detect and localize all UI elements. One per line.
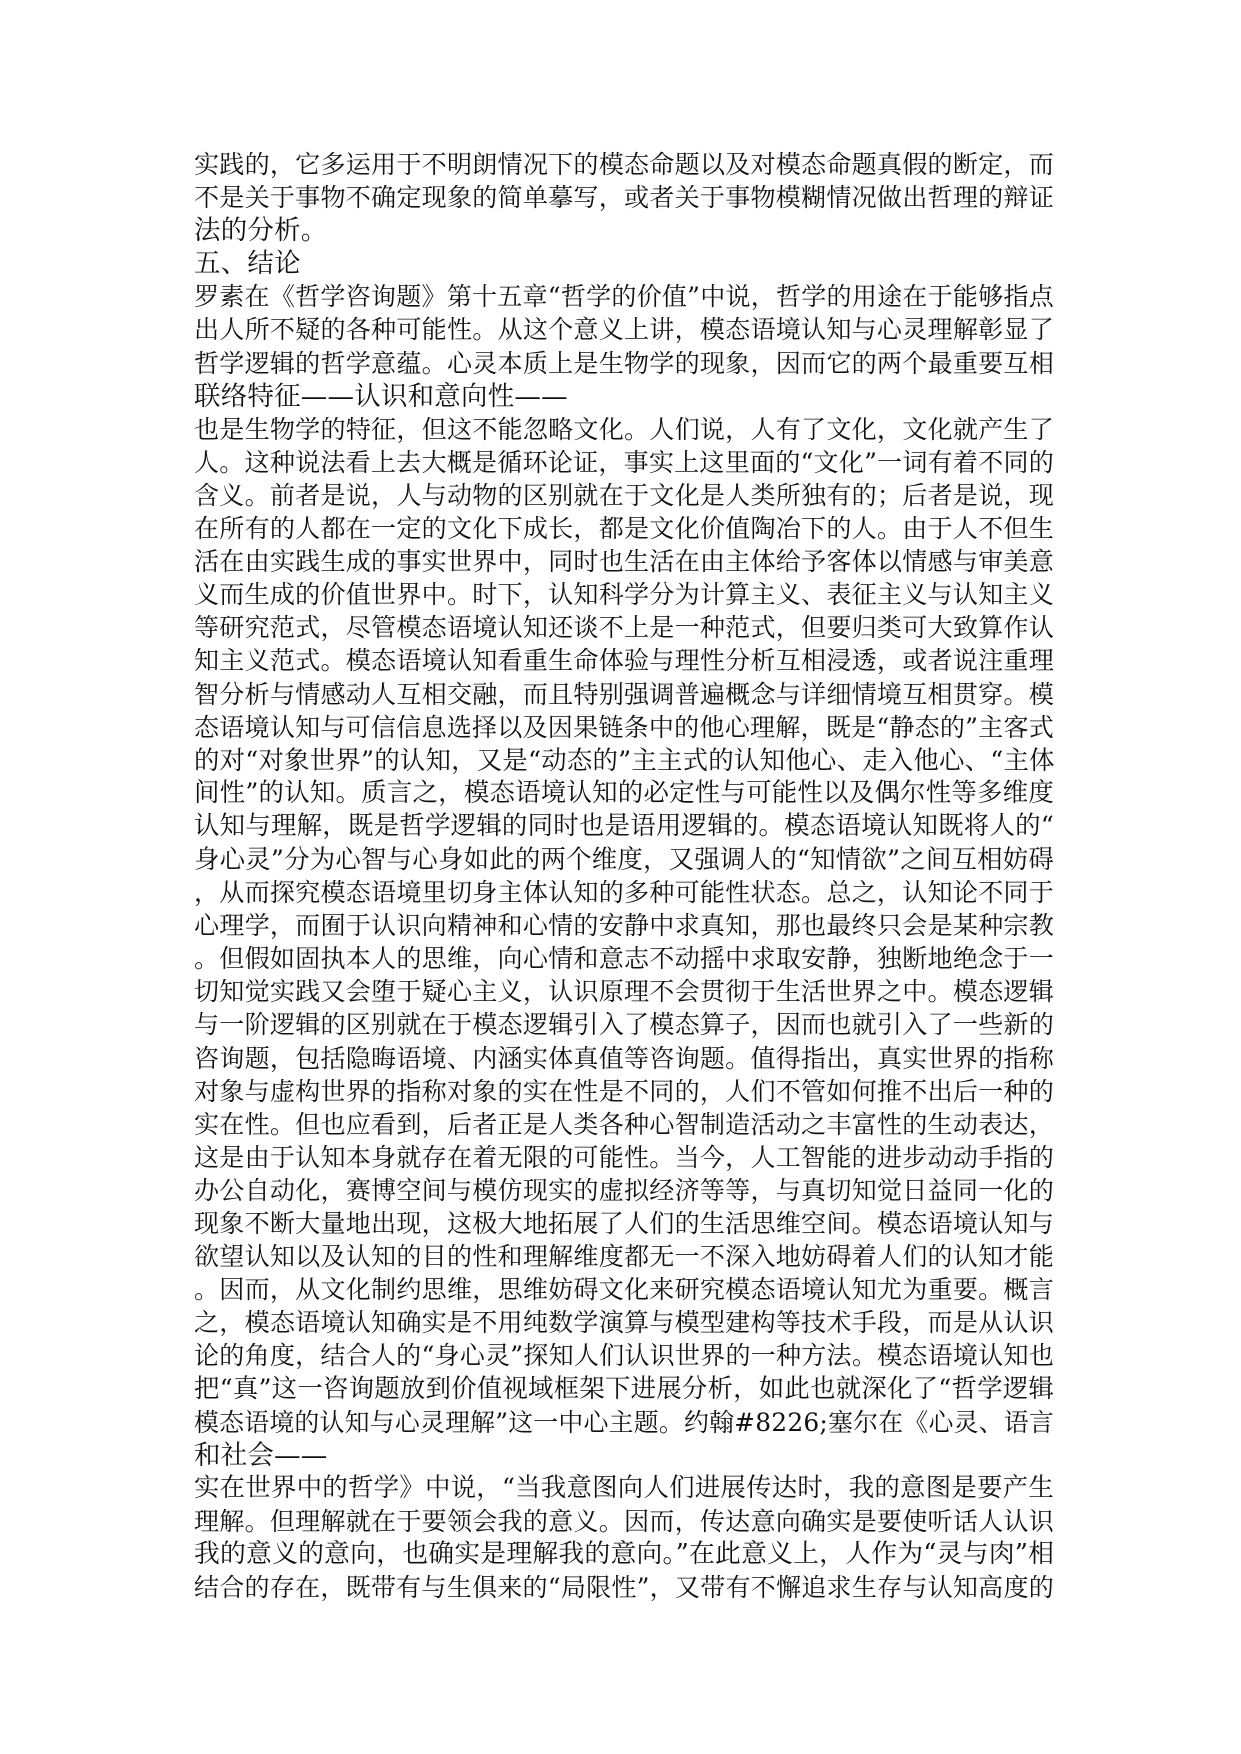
text-line: 不是关于事物不确定现象的简单摹写，或者关于事物模糊情况做出哲理的辩证 — [194, 183, 1054, 213]
text-line: 出人所不疑的各种可能性。从这个意义上讲，模态语境认知与心灵理解彰显了 — [194, 315, 1054, 345]
text-line: 与一阶逻辑的区别就在于模态逻辑引入了模态算子，因而也就引入了一些新的 — [194, 1010, 1054, 1040]
text-line: 咨询题，包括隐晦语境、内涵实体真值等咨询题。值得指出，真实世界的指称 — [194, 1043, 1054, 1073]
text-line: 等研究范式，尽管模态语境认知还谈不上是一种范式，但要归类可大致算作认 — [194, 613, 1054, 643]
text-line: 现象不断大量地出现，这极大地拓展了人们的生活思维空间。模态语境认知与 — [194, 1209, 1054, 1238]
text-line: 办公自动化，赛博空间与模仿现实的虚拟经济等等，与真切知觉日益同一化的 — [194, 1175, 1054, 1205]
text-line: 理解。但理解就在于要领会我的意义。因而，传达意向确实是要使听话人认识 — [194, 1506, 1054, 1536]
text-line: 之，模态语境认知确实是不用纯数学演算与模型建构等技术手段，而是从认识 — [194, 1308, 1054, 1338]
text-line: 实践的，它多运用于不明朗情况下的模态命题以及对模态命题真假的断定，而 — [194, 150, 1054, 179]
text-line: 把“真”这一咨询题放到价值视域框架下进展分析，如此也就深化了“哲学逻辑 — [194, 1373, 1055, 1404]
text-line: 实在性。但也应看到，后者正是人类各种心智制造活动之丰富性的生动表达， — [194, 1109, 1054, 1139]
text-line: 智分析与情感动人互相交融，而且特别强调普遍概念与详细情境互相贯穿。模 — [194, 679, 1054, 709]
text-line: 在所有的人都在一定的文化下成长，都是文化价值陶冶下的人。由于人不但生 — [194, 514, 1054, 544]
text-line: 法的分析。 — [194, 215, 328, 247]
text-line: 认知与理解，既是哲学逻辑的同时也是语用逻辑的。模态语境认知既将人的“ — [194, 810, 1054, 841]
text-line: 。但假如固执本人的思维，向心情和意志不动摇中求取安静，独断地绝念于一 — [194, 944, 1054, 974]
text-line: 的对“对象世界”的认知，又是“动态的”主主式的认知他心、走入他心、“主体 — [194, 744, 1055, 775]
text-line: 哲学逻辑的哲学意蕴。心灵本质上是生物学的现象，因而它的两个最重要互相 — [194, 348, 1054, 378]
text-line: 人。这种说法看上去大概是循环论证，事实上这里面的“文化”一词有着不同的 — [194, 447, 1054, 477]
text-line: 联络特征——认识和意向性—— — [194, 380, 568, 412]
text-line: 身心灵”分为心智与心身如此的两个维度，又强调人的“知情欲”之间互相妨碍 — [194, 843, 1055, 874]
text-line: 这是由于认知本身就存在着无限的可能性。当今，人工智能的进步动动手指的 — [194, 1142, 1054, 1172]
text-line: 罗素在《哲学咨询题》第十五章“哲学的价值”中说，哲学的用途在于能够指点 — [194, 282, 1054, 312]
text-line: 和社会—— — [194, 1439, 328, 1471]
text-line: 含义。前者是说，人与动物的区别就在于文化是人类所独有的；后者是说，现 — [194, 480, 1054, 510]
text-line: 对象与虚构世界的指称对象的实在性是不同的，人们不管如何推不出后一种的 — [194, 1076, 1054, 1106]
text-line: 活在由实践生成的事实世界中，同时也生活在由主体给予客体以情感与审美意 — [194, 547, 1054, 577]
text-line: 知主义范式。模态语境认知看重生命体验与理性分析互相浸透，或者说注重理 — [194, 646, 1054, 676]
text-line: 间性”的认知。质言之，模态语境认知的必定性与可能性以及偶尔性等多维度 — [194, 777, 1054, 808]
text-line: 态语境认知与可信信息选择以及因果链条中的他心理解，既是“静态的”主客式 — [194, 712, 1054, 742]
text-line: 切知觉实践又会堕于疑心主义，认识原理不会贯彻于生活世界之中。模态逻辑 — [194, 977, 1054, 1007]
text-line: ，从而探究模态语境里切身主体认知的多种可能性状态。总之，认知论不同于 — [194, 878, 1054, 908]
text-line: 心理学，而囿于认识向精神和心情的安静中求真知，那也最终只会是某种宗教 — [194, 911, 1054, 941]
text-line: 欲望认知以及认知的目的性和理解维度都无一不深入地妨碍着人们的认知才能 — [194, 1242, 1054, 1272]
text-line: 论的角度，结合人的“身心灵”探知人们认识世界的一种方法。模态语境认知也 — [194, 1341, 1054, 1371]
text-line: 义而生成的价值世界中。时下，认知科学分为计算主义、表征主义与认知主义 — [194, 580, 1054, 610]
text-line: 也是生物学的特征，但这不能忽略文化。人们说，人有了文化，文化就产生了 — [194, 414, 1054, 444]
text-line: 。因而，从文化制约思维，思维妨碍文化来研究模态语境认知尤为重要。概言 — [194, 1275, 1054, 1305]
document-body — [194, 148, 1054, 1604]
text-line: 模态语境的认知与心灵理解”这一中心主题。约翰#8226;塞尔在《心灵、语言 — [194, 1407, 1054, 1437]
text-line: 我的意义的意向，也确实是理解我的意向。”在此意义上，人作为“灵与肉”相 — [194, 1538, 1055, 1569]
text-line: 五、结论 — [194, 248, 301, 280]
text-line: 实在世界中的哲学》中说，“当我意图向人们进展传达时，我的意图是要产生 — [194, 1472, 1054, 1503]
text-line: 结合的存在，既带有与生俱来的“局限性”，又带有不懈追求生存与认知高度的 — [194, 1573, 1054, 1603]
